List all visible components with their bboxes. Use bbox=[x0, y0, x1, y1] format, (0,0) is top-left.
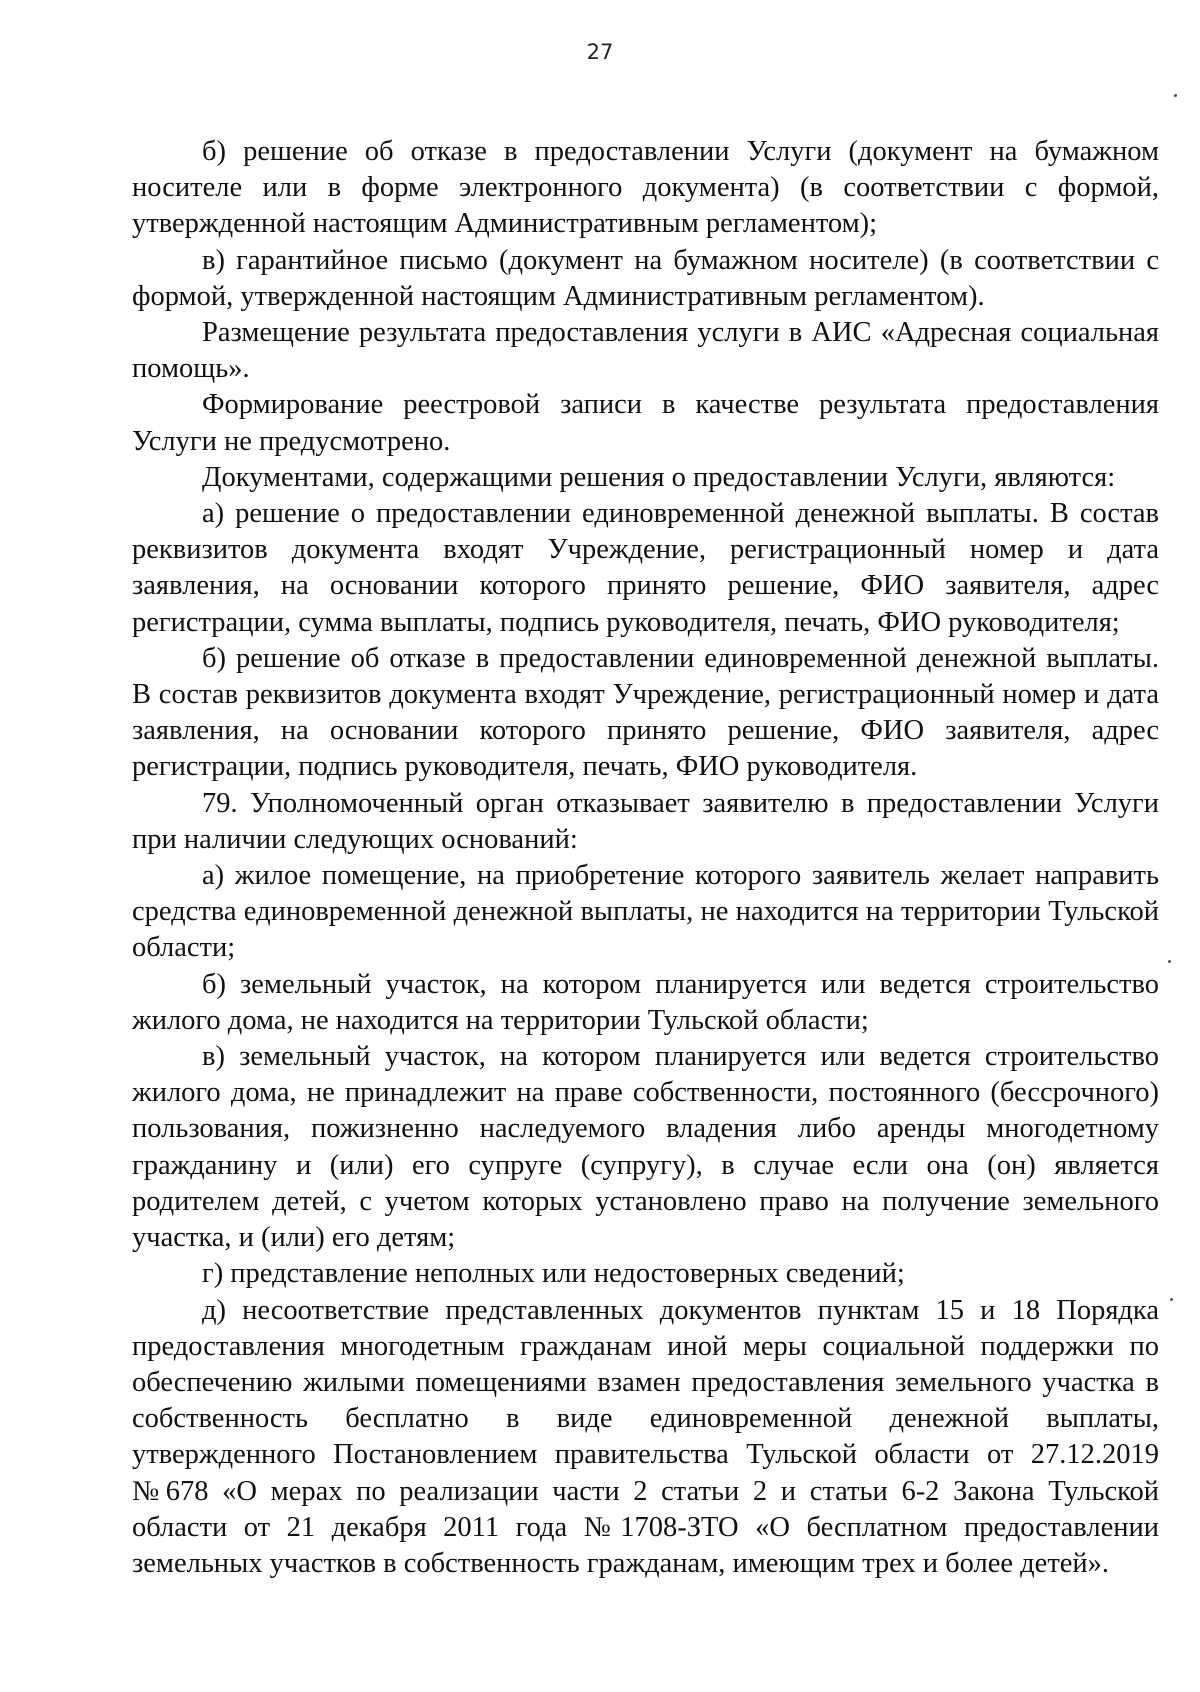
paragraph-section-79: 79. Уполномоченный орган отказывает заявителю в предоставлении Услуги при наличии следующих оснований: bbox=[132, 787, 1159, 855]
paragraph-decision-grant: а) решение о предоставлении единовременной денежной выплаты. В состав реквизитов документа входят Учреждение, регистрационный номер и дата заявления, на основании которого принято решение, ФИО заявителя, адрес регистрации, сумма выплаты, подпись руководителя, печать, ФИО руководителя; bbox=[132, 498, 1159, 638]
paragraph-ground-d: д) несоответствие представленных документов пунктам 15 и 18 Порядка предоставления многодетным гражданам иной меры социальной поддержки по обеспечению жилыми помещениями взамен предоставления земельного участка в собственность бесплатно в виде единовременной денежной выплаты, утвержденного Постановлением правительства Тульской области от 27.12.2019 №678 «О мерах по реализации части 2 статьи 2 и статьи 6-2 Закона Тульской области от 21 декабря 2011 года №1708-ЗТО «О бесплатном предоставлении земельных участков в собственность гражданам, имеющим трех и более детей». bbox=[132, 1294, 1159, 1579]
paragraph-result-placement: Размещение результата предоставления услуги в АИС «Адресная социальная помощь». bbox=[132, 317, 1159, 385]
paragraph-ground-a: а) жилое помещение, на приобретение которого заявитель желает направить средства единовременной денежной выплаты, не находится на территории Тульской области; bbox=[132, 860, 1159, 964]
paragraph-result-refusal-decision: б) решение об отказе в предоставлении Услуги (документ на бумажном носителе или в форме электронного документа) (в соответствии с формой, утвержденной настоящим Административным регламентом); bbox=[132, 136, 1159, 240]
paragraph-result-guarantee-letter: в) гарантийное письмо (документ на бумажном носителе) (в соответствии с формой, утвержденной настоящим Административным регламентом). bbox=[132, 244, 1159, 312]
paragraph-ground-v: в) земельный участок, на котором планируется или ведется строительство жилого дома, не принадлежит на праве собственности, постоянного (бессрочного) пользования, пожизненно наследуемого владения либо аренды многодетному гражданину и (или) его супруге (супругу), в случае если она (он) является родителем детей, с учетом которых установлено право на получение земельного участка, и (или) его детям; bbox=[132, 1041, 1159, 1254]
scan-speck bbox=[1168, 960, 1171, 963]
paragraph-decision-documents-intro: Документами, содержащими решения о предоставлении Услуги, являются: bbox=[202, 461, 1116, 493]
paragraph-decision-refusal: б) решение об отказе в предоставлении единовременной денежной выплаты. В состав реквизитов документа входят Учреждение, регистрационный номер и дата заявления, на основании которого принято решение, ФИО заявителя, адрес регистрации, подпись руководителя, печать, ФИО руководителя. bbox=[132, 642, 1159, 783]
paragraph-ground-b: б) земельный участок, на котором планируется или ведется строительство жилого дома, не находится на территории Тульской области; bbox=[132, 968, 1159, 1036]
scan-speck bbox=[1170, 1298, 1173, 1301]
paragraph-ground-g: г) представление неполных или недостоверных сведений; bbox=[202, 1258, 905, 1290]
paragraph-registry-record: Формирование реестровой записи в качестве результата предоставления Услуги не предусмотрено. bbox=[132, 389, 1159, 457]
page-number: 27 bbox=[586, 40, 614, 64]
document-body bbox=[132, 134, 1159, 1582]
scan-speck bbox=[1174, 94, 1177, 97]
